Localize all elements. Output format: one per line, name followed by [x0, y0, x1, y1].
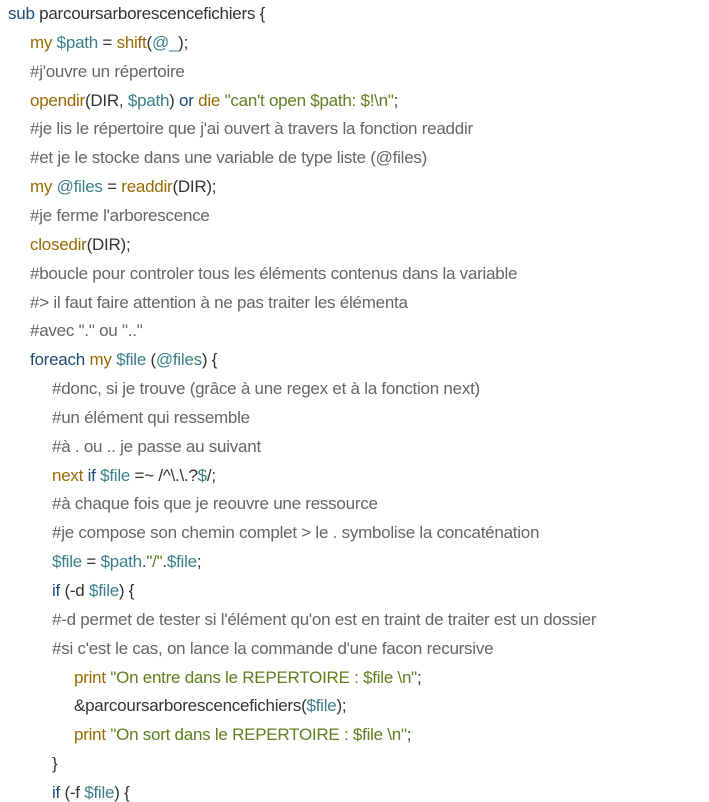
code-line [30, 230, 130, 259]
code-token-comment: #avec "." ou ".." [30, 321, 143, 341]
code-line [30, 57, 185, 86]
code-token-variable: $path [56, 32, 98, 52]
code-token-plain: = [97, 32, 117, 52]
code-token-plain: ) [169, 90, 180, 110]
code-token-string: "/" [146, 552, 163, 572]
code-line [52, 547, 201, 576]
code-token-comment: #> il faut faire attention à ne pas traiter les élémenta [30, 292, 408, 312]
code-token-comment: #je ferme l'arborescence [30, 205, 210, 225]
code-line [52, 778, 130, 802]
code-token-keyword: if [52, 581, 60, 600]
code-token-string: "can't open $path: $!\n" [224, 90, 394, 110]
code-token-plain: ); [178, 32, 189, 52]
code-line [52, 518, 539, 547]
code-token-variable: $file [166, 552, 197, 572]
code-token-plain: ( [146, 32, 152, 52]
code-line [30, 345, 217, 374]
code-line [52, 403, 250, 432]
code-token-plain: (DIR); [172, 177, 217, 197]
code-line [52, 374, 480, 403]
code-token-plain: ; [406, 725, 412, 745]
code-token-comment: #donc, si je trouve (grâce à une regex et à la fonction next) [52, 379, 480, 399]
code-token-plain: } [52, 754, 58, 774]
code-token-variable: $file [100, 465, 131, 485]
code-token-comment: #si c'est le cas, on lance la commande d'une facon recursive [52, 638, 494, 658]
code-token-builtin: closedir [30, 234, 87, 254]
code-token-plain: ) { [118, 581, 135, 600]
code-token-variable: $file [116, 350, 147, 370]
code-line [52, 461, 216, 490]
code-token-plain: &parcoursarborescencefichiers( [74, 696, 307, 716]
code-token-comment: #un élément qui ressemble [52, 407, 250, 427]
code-token-plain: (-f [60, 782, 85, 802]
code-line [8, 0, 265, 28]
code-token-plain: (DIR); [86, 234, 131, 254]
code-token-plain: ; [196, 552, 202, 572]
code-token-builtin: shift [116, 32, 147, 52]
code-line [30, 288, 408, 317]
code-token-plain: ) { [201, 350, 218, 370]
code-token-string: "On sort dans le REPERTOIRE : $file \n" [110, 725, 407, 745]
code-token-plain: = [102, 177, 122, 197]
code-token-builtin: die [198, 90, 221, 110]
code-token-comment: #-d permet de tester si l'élément qu'on est en traint de traiter est un dossier [52, 609, 597, 629]
code-line [30, 259, 517, 288]
code-token-builtin: print [74, 667, 106, 687]
code-token-keyword: foreach [30, 350, 85, 370]
code-token-plain: . [162, 552, 167, 572]
code-token-comment: #je lis le répertoire que j'ai ouvert à travers la fonction readdir [30, 119, 473, 139]
code-token-plain: ); [336, 696, 347, 716]
code-token-variable: $file [88, 581, 119, 600]
code-line [52, 749, 57, 778]
code-line [74, 691, 346, 720]
code-token-variable: @files [56, 177, 103, 197]
code-token-keyword: sub [8, 4, 35, 23]
code-token-comment: #à . ou .. je passe au suivant [52, 436, 261, 456]
code-token-comment: #à chaque fois que je reouvre une ressource [52, 494, 378, 514]
code-token-variable: @files [155, 350, 202, 370]
code-token-builtin: print [74, 725, 106, 745]
code-token-plain: ; [416, 667, 422, 687]
code-token-comment: #boucle pour controler tous les éléments contenus dans la variable [30, 263, 518, 283]
code-line [30, 172, 216, 201]
code-token-builtin: my [30, 177, 53, 197]
code-token-variable: $file [84, 782, 115, 802]
code-line [30, 201, 210, 230]
code-token-builtin: opendir [30, 90, 85, 110]
code-line [30, 28, 188, 57]
code-line [74, 663, 421, 692]
code-token-variable: $path [100, 552, 142, 572]
code-token-plain: . [141, 552, 147, 572]
code-line [30, 86, 398, 115]
code-token-variable: @_ [151, 32, 179, 52]
code-token-builtin: readdir [121, 177, 173, 197]
code-line [30, 143, 427, 172]
code-line [52, 576, 134, 605]
code-line [74, 720, 411, 749]
code-token-builtin: my [30, 32, 53, 52]
code-token-plain: = [81, 552, 101, 572]
code-token-builtin: next [52, 465, 84, 485]
code-line [52, 634, 493, 663]
code-token-variable: $file [306, 696, 337, 716]
code-token-comment: #et je le stocke dans une variable de type liste (@files) [30, 148, 428, 168]
code-token-keyword: if [87, 465, 96, 485]
code-token-comment: #j'ouvre un répertoire [30, 61, 185, 81]
code-token-plain: ) { [114, 782, 130, 802]
code-token-plain: ; [393, 90, 399, 110]
code-token-builtin: my [89, 350, 112, 370]
code-token-plain: =~ /^\.\.? [130, 465, 198, 485]
code-token-variable: $ [197, 465, 207, 485]
code-line [30, 114, 473, 143]
code-token-variable: $file [52, 552, 82, 572]
code-token-plain: ( [146, 350, 156, 370]
code-line [30, 316, 143, 345]
code-token-keyword: if [52, 782, 60, 802]
code-token-plain: (DIR, [84, 90, 128, 110]
code-line [52, 489, 378, 518]
code-token-keyword: or [179, 90, 194, 110]
code-token-plain: /; [206, 465, 216, 485]
code-line [52, 432, 261, 461]
code-token-comment: #je compose son chemin complet > le . symbolise la concaténation [52, 523, 540, 543]
code-token-plain: (-d [60, 581, 89, 600]
code-token-plain: parcoursarborescencefichiers { [34, 4, 266, 23]
code-token-variable: $path [127, 90, 170, 110]
code-line [52, 605, 596, 634]
code-token-string: "On entre dans le REPERTOIRE : $file \n" [110, 667, 417, 687]
